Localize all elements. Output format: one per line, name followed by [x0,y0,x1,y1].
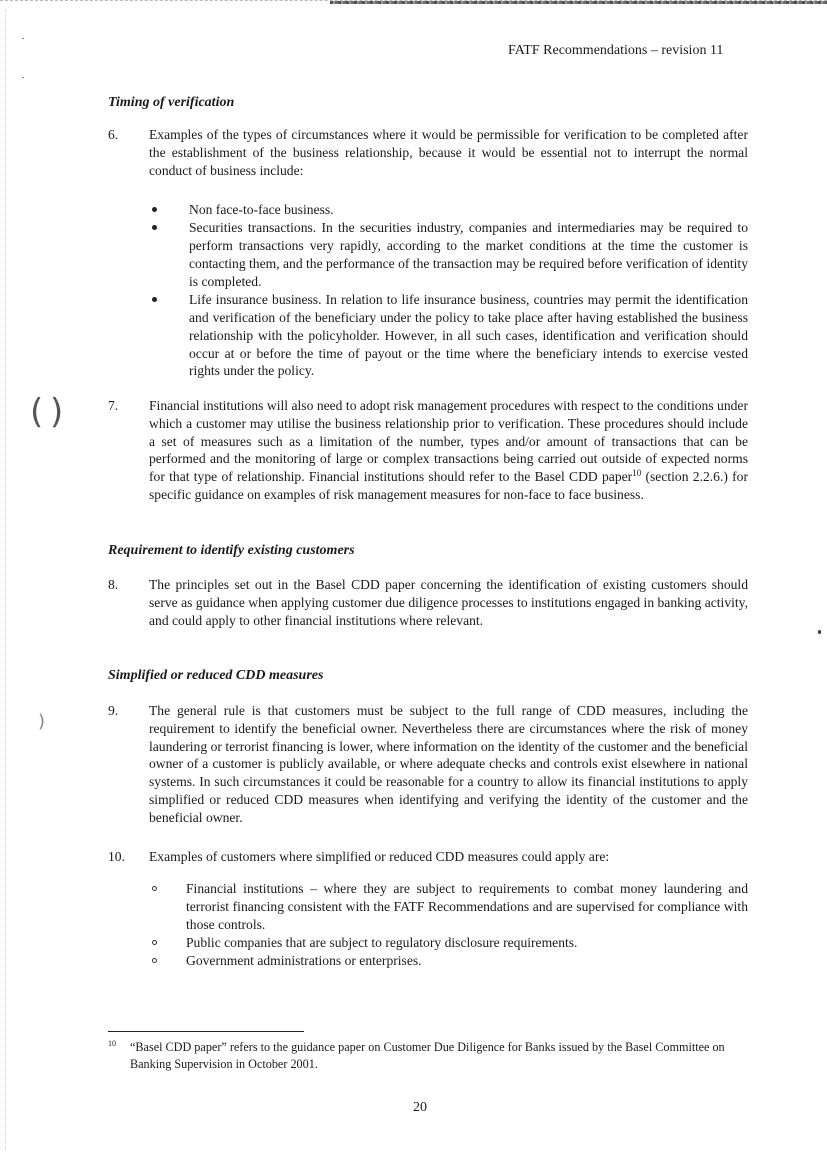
paragraph-text: The principles set out in the Basel CDD paper concerning the identification of existing customers should serve as guidance when applying customer due diligence processes to institutions engaged in banking activity, and could apply to other financial institutions where relevant. [149,577,748,628]
list-item-text: Life insurance business. In relation to life insurance business, countries may permit the identification and verification of the beneficiary under the policy to take place after having established the business relationship with the policyholder. However, in all such cases, identification and verification should occur at or before the time of payout or the time where the beneficiary intends to exercise vested rights under the policy. [189,292,748,379]
list-item-text: Non face-to-face business. [189,202,334,217]
list-item [148,219,748,290]
paragraph [108,126,748,179]
running-header: FATF Recommendations – revision 11 [508,43,724,58]
punch-hole-mark: ( ) [30,392,64,432]
paragraph-text: Examples of customers where simplified or reduced CDD measures could apply are: [149,849,610,864]
footnote-mark: 10 [108,1039,116,1048]
paragraph-number: 8. [108,577,119,592]
paragraph [108,848,748,866]
section-heading: Timing of verification [108,95,235,110]
footnote [108,1039,748,1072]
list-item-text: Financial institutions – where they are subject to requirements to combat money laundering and terrorist financing consistent with the FATF Recommendations and are supervised for compliance with those controls. [186,881,748,932]
bullet-icon [152,940,157,945]
paragraph [108,397,748,504]
page-number: 20 [413,1100,427,1115]
paragraph-text: The general rule is that customers must be subject to the full range of CDD measures, including the requirement to identify the beneficial owner. Nevertheless there are circumstances where the risk of money laundering or terrorist financing is lower, where information on the identity of the customer and the beneficial owner of a customer is publicly available, or where adequate checks and controls exist elsewhere in national systems. In such circumstances it could be reasonable for a country to allow its financial institutions to apply simplified or reduced CDD measures when identifying and verifying the identity of the customer and the beneficial owner. [149,703,748,825]
section-heading: Requirement to identify existing customers [108,543,355,558]
scan-left-edge [5,10,7,1150]
footnote-separator [108,1031,304,1032]
scan-top-edge [0,0,827,5]
bullet-list [148,201,748,381]
paragraph-text-part: (section 2.2.6.) for specific guidance on examples of risk management measures for non-face to face business. [149,469,748,502]
bullet-icon [152,958,157,963]
paragraph-number: 9. [108,703,119,718]
paragraph-text-part: Financial institutions will also need to adopt risk management procedures with respect to the conditions under which a customer may utilise the business relationship prior to verification. These procedures should include a set of measures such as a limitation of the number, types and/or amount of transactions that can be performed and the monitoring of large or complex transactions being carried out outside of expected norms for that type of relationship. Financial institutions should refer to the Basel CDD paper [149,398,748,485]
list-item [148,201,748,219]
footnote-text: “Basel CDD paper” refers to the guidance paper on Customer Due Diligence for Banks issued by the Basel Committee on Banking Supervision in October 2001. [130,1040,725,1071]
scan-speck [818,630,821,634]
paragraph [108,702,748,827]
bullet-icon [152,207,157,212]
footnote-reference: 10 [632,468,642,479]
list-item-text: Public companies that are subject to regulatory disclosure requirements. [186,934,578,950]
list-item-text: Government administrations or enterprises. [186,953,422,969]
scan-speck [22,38,24,39]
section-heading: Simplified or reduced CDD measures [108,668,324,683]
list-item [148,952,748,970]
paragraph-text: Examples of the types of circumstances where it would be permissible for verification to be completed after the establishment of the business relationship, because it would be essential not to interrupt the normal conduct of business include: [149,127,748,178]
paragraph-text [149,397,748,504]
punch-hole-mark: ) [38,711,46,732]
list-item [148,291,748,380]
bullet-icon [152,225,157,230]
bullet-list [148,880,748,971]
paragraph-number: 7. [108,398,119,413]
scan-speck [22,77,24,78]
bullet-icon [152,886,157,891]
bullet-icon [152,297,157,302]
paragraph-number: 10. [108,849,125,864]
list-item [148,934,748,952]
list-item-text: Securities transactions. In the securities industry, companies and intermediaries may be required to perform transactions very rapidly, according to the market conditions at the time the customer is contacting them, and the performance of the transaction may be required before verification of identity is completed. [189,220,749,289]
list-item [148,880,748,933]
paragraph [108,576,748,629]
paragraph-number: 6. [108,127,119,142]
